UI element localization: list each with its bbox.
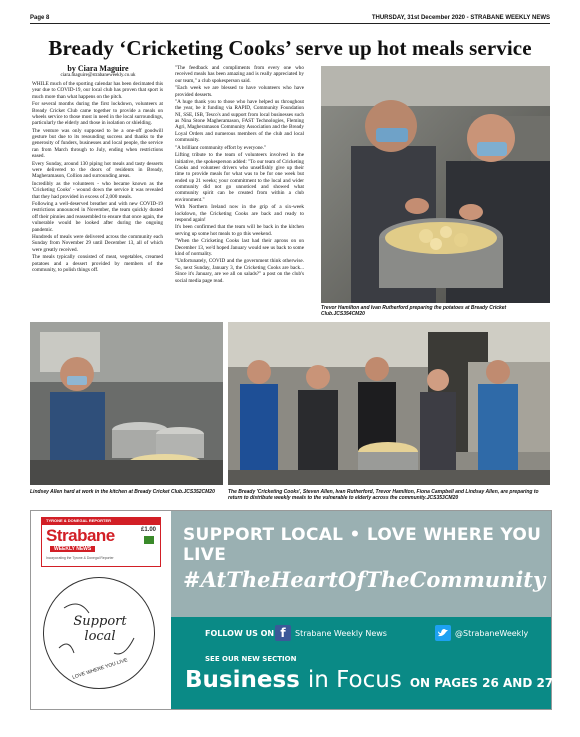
paragraph: With Northern Ireland now in the grip of a six-week lockdown, the Cricketing Cooks are back and ready to respond again! (175, 204, 304, 223)
paragraph: For several months during the first lockdown, volunteers at Bready Cricket Club came together to provide a meals on wheels service to those most in need in the local surroundings, particularly the elderly and those in isolation or shielding. (32, 101, 163, 127)
masthead-sub: WEEKLY NEWS (50, 546, 95, 552)
love-circle (43, 577, 155, 689)
paragraph: The venture was only supposed to be a one-off goodwill gesture but due to its resounding success and thanks to the generosity of funders, businesses and local people, the service ran from March through to July, ending when restrictions eased. (32, 127, 163, 160)
circle-text: LOVE WHERE YOU LIVE (71, 657, 129, 681)
advert-top-panel (171, 511, 551, 617)
paragraph: "A brilliant community effort by everyone." (175, 144, 267, 151)
paragraph: "When the Cricketing Cooks last had their aprons on on December 13, we'd hoped January would see us back to some kind of normality. (175, 238, 304, 257)
paragraph: The meals typically consisted of meat, vegetables, creamed potatoes and a dessert provided by members of the community, to polish things off. (32, 254, 163, 273)
masthead-tag: Incorporating the Tyrone & Donegal Reporter (46, 556, 114, 560)
masthead (41, 517, 161, 567)
paragraph: "A huge thank you to those who have helped us throughout the year, be it funding via RAPID, Community Foundation NI, SSE, ISB, Tesco's and support from local businesses such as Nina Stone Magheramason, FAST Technologies, Fleming Agri, Magheramason Community Association and the Bready Loyal Orders and numerous members of the club and local community. (175, 99, 304, 144)
caption-kitchen: Lindsey Allen hard at work in the kitchen at Bready Cricket Club.JCS352CM20 (30, 489, 215, 495)
facebook-icon[interactable]: f (275, 625, 291, 641)
advert (30, 510, 552, 710)
twitter-handle[interactable]: @StrabaneWeekly (455, 629, 529, 638)
advert-left-panel (31, 511, 171, 709)
paragraph: Incredibly as the volunteers - who became known as the 'Cricketing Cooks' - wound down the service it was revealed that they had provided in excess of 2,000 meals. (32, 180, 163, 200)
dateline: THURSDAY, 31st December 2020 - STRABANE WEEKLY NEWS (371, 15, 550, 21)
byline: by Ciara Maguire (67, 64, 129, 73)
headline: Bready ‘Cricketing Cooks’ serve up hot meals service (48, 36, 532, 60)
caption-group: The Bready 'Cricketing Cooks', Steven Allen, Ivan Rutherford, Trevor Hamilton, Fiona Campbell and Lindsay Allen, are preparing to return to distribute weekly meals to the vulnerable to elderly across the community.JCS353CM20 (228, 489, 539, 501)
photo-potatoes (321, 66, 550, 303)
section-intro: SEE OUR NEW SECTION (205, 655, 297, 663)
facebook-name[interactable]: Strabane Weekly News (295, 629, 387, 638)
author-email: ciara.maguire@strabaneweekly.co.uk (60, 73, 136, 78)
section-big-2: in Focus (307, 667, 402, 693)
advert-bottom-panel (171, 617, 554, 709)
paragraph: WHILE much of the sporting calendar has been decimated this year due to COVID-19, our local club has proven that sport is much more than what happens on the pitch. (32, 81, 163, 100)
section-pages: ON PAGES 26 AND 27 (409, 676, 554, 690)
header-rule (30, 23, 550, 24)
support-script: Support local (73, 614, 127, 644)
twitter-icon[interactable] (435, 625, 451, 641)
page-number: Page 8 (30, 15, 50, 21)
hashtag: #AtTheHeartOfTheCommunity (183, 567, 546, 592)
paragraph: Every Sunday, around 130 piping hot meals and tasty desserts were delivered to the doors of residents in Bready, Magheramason, Collion and surrounding areas. (32, 160, 163, 180)
photo-kitchen (30, 322, 223, 485)
paragraph: Hundreds of meals were delivered across the community each Sunday from November 29 until December 13, all of which were greatly received. (32, 234, 163, 253)
follow-label: FOLLOW US ON (205, 629, 275, 638)
article-column-2 (175, 65, 304, 285)
paragraph: Lifting tribute to the team of volunteers involved in the initiative, the spokesperson added: "To our team of Cricketing Cooks and volunteer drivers who unselfishly give up their time to provide meals for what was to be for one week but ended up 21 weeks; your commitment to the local and wider community did not go unnoticed and showed what community spirit can be created from within a club environment." (175, 152, 304, 203)
masthead-small: TYRONE & DONEGAL REPORTER (46, 518, 112, 523)
masthead-name: Strabane (46, 526, 115, 545)
paragraph: "The feedback and compliments from every one who received meals has been amazing and is really appreciated by our team," a club spokesperson said. (175, 65, 304, 84)
section-title (185, 667, 553, 693)
photo-group (228, 322, 550, 485)
banner-text: SUPPORT LOCAL • LOVE WHERE YOU LIVE (183, 525, 542, 565)
article-column-1 (32, 81, 163, 274)
paragraph: "Each week we are blessed to have volunteers who have provided desserts. (175, 85, 304, 98)
paragraph: "Unfortunately, COVID and the government think otherwise. So, next Sunday, January 3, the Cricketing Cooks are back... Since it's January, are we all on salads?" a post on the club's social media page read. (175, 258, 304, 284)
section-big-1: Business (185, 667, 300, 693)
paragraph: It's been confirmed that the team will be back in the kitchen serving up some hot meals to go this weekend. (175, 224, 304, 237)
caption-potatoes: Trevor Hamilton and Ivan Rutherford preparing the potatoes at Bready Cricket Club.JCS354CM20 (321, 305, 507, 317)
price: £1.00 (140, 527, 156, 533)
shamrock-icon (144, 536, 154, 544)
paragraph: Following a well-deserved breather and with new COVID-19 restrictions announced in November, the team quickly dusted off their pinnies and reassembled to ensure that once again, the vulnerable would be looked after during the ongoing pandemic. (32, 201, 163, 233)
